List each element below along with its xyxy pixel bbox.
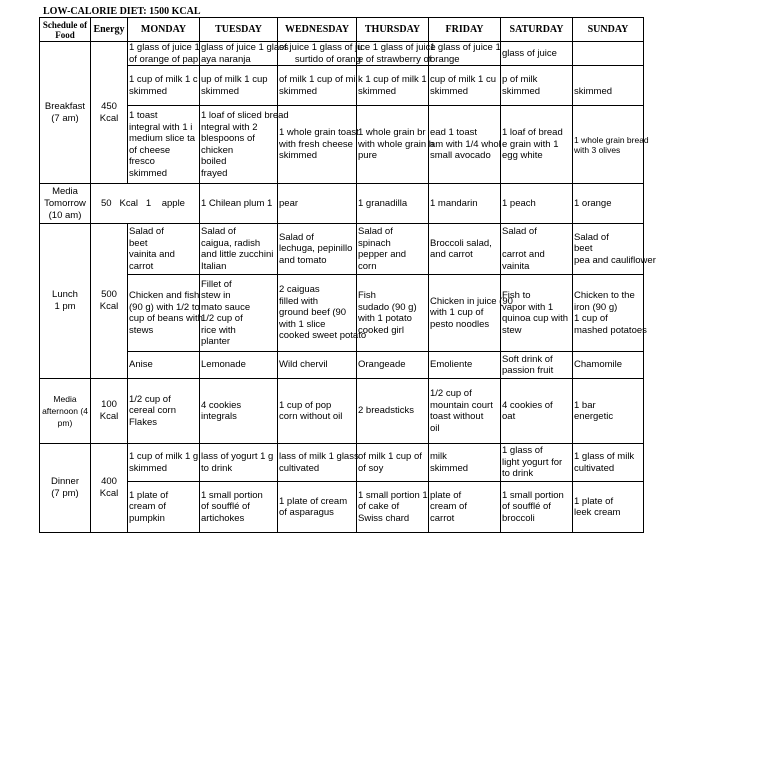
dinner-2-friday: plate of cream of carrot — [429, 482, 501, 533]
breakfast-1-sunday — [573, 42, 644, 66]
lunch-2-friday: Chicken in juice (90 with 1 cup of pesto noodles — [429, 275, 501, 352]
breakfast-row-2 — [40, 66, 644, 106]
lunch-1-wednesday: Salad of lechuga, pepinillo and tomato — [278, 224, 357, 275]
dinner-1-sunday: 1 glass of milk cultivated — [573, 444, 644, 482]
header-monday: MONDAY — [128, 18, 200, 42]
breakfast-1-tuesday: glass of juice 1 glass aya naranja — [201, 42, 289, 65]
dinner-2-tuesday: 1 small portion of soufflé of artichokes — [200, 482, 278, 533]
breakfast-1-saturday: glass of juice — [501, 42, 573, 66]
breakfast-1-monday: 1 glass of juice 1 of orange of pap — [129, 42, 200, 65]
header-tuesday: TUESDAY — [200, 18, 278, 42]
breakfast-1-wednesday: of juice 1 glass of ju surtido of orang — [279, 42, 363, 65]
breakfast-3-friday: ead 1 toast am with 1/4 whol small avocado — [429, 106, 501, 184]
dinner-2-monday: 1 plate of cream of pumpkin — [128, 482, 200, 533]
breakfast-3-saturday: 1 loaf of bread e grain with 1 egg white — [501, 106, 573, 184]
mid-morning-thursday: 1 granadilla — [357, 184, 429, 224]
header-friday: FRIDAY — [429, 18, 501, 42]
afternoon-sunday: 1 bar energetic — [573, 379, 644, 444]
diet-table — [39, 17, 656, 533]
breakfast-1-friday: 1 glass of juice 1 orange — [430, 42, 501, 65]
lunch-3-saturday: Soft drink of passion fruit — [501, 352, 573, 379]
header-row — [40, 18, 644, 42]
breakfast-3-thursday: 1 whole grain br with whole grain h pure — [357, 106, 429, 184]
lunch-2-wednesday: 2 caiguas filled with ground beef (90 with 1 slice cooked sweet potato — [278, 275, 357, 352]
lunch-1-saturday: Salad of carrot and vainita — [501, 224, 573, 275]
breakfast-3-tuesday: 1 loaf of sliced bread ntegral with 2 blespoons of chicken boiled frayed — [200, 106, 278, 184]
dinner-1-tuesday: lass of yogurt 1 g to drink — [200, 444, 278, 482]
lunch-3-friday: Emoliente — [429, 352, 501, 379]
meal-label-dinner: Dinner (7 pm) — [40, 444, 91, 533]
dinner-1-wednesday: lass of milk 1 glass cultivated — [278, 444, 357, 482]
breakfast-2-saturday: p of milk skimmed — [501, 66, 573, 106]
energy-breakfast: 450 Kcal — [91, 42, 128, 184]
dinner-1-friday: milk skimmed — [429, 444, 501, 482]
lunch-3-monday: Anise — [128, 352, 200, 379]
dinner-1-saturday: 1 glass of light yogurt for to drink — [501, 444, 573, 482]
afternoon-tuesday: 4 cookies integrals — [200, 379, 278, 444]
lunch-3-thursday: Orangeade — [357, 352, 429, 379]
lunch-2-monday: Chicken and fish (90 g) with 1/2 to cup of beans with stews — [128, 275, 200, 352]
meal-label-mid-morning: Media Tomorrow (10 am) — [40, 184, 91, 224]
breakfast-2-monday: 1 cup of milk 1 c skimmed — [128, 66, 200, 106]
dinner-2-sunday: 1 plate of leek cream — [573, 482, 644, 533]
afternoon-thursday: 2 breadsticks — [357, 379, 429, 444]
lunch-2-sunday: Chicken to the iron (90 g) 1 cup of mashed potatoes — [573, 275, 644, 352]
mid-morning-wednesday: pear — [278, 184, 357, 224]
header-saturday: SATURDAY — [501, 18, 573, 42]
energy-dinner: 400 Kcal — [91, 444, 128, 533]
lunch-3-sunday: Chamomile — [573, 352, 644, 379]
lunch-1-tuesday: Salad of caigua, radish and little zucchini Italian — [200, 224, 278, 275]
mid-morning-friday: 1 mandarin — [429, 184, 501, 224]
lunch-2-saturday: Fish to vapor with 1 quinoa cup with stew — [501, 275, 573, 352]
header-energy: Energy — [91, 18, 128, 42]
header-sunday: SUNDAY — [573, 18, 644, 42]
afternoon-friday: 1/2 cup of mountain court toast without oil — [429, 379, 501, 444]
dinner-2-thursday: 1 small portion 1 of cake of Swiss chard — [357, 482, 429, 533]
afternoon-saturday: 4 cookies of oat — [501, 379, 573, 444]
breakfast-2-thursday: k 1 cup of milk 1 skimmed — [357, 66, 429, 106]
meal-label-breakfast: Breakfast (7 am) — [40, 42, 91, 184]
dinner-1-monday: 1 cup of milk 1 g skimmed — [128, 444, 200, 482]
header-thursday: THURSDAY — [357, 18, 429, 42]
breakfast-3-monday: 1 toast integral with 1 i medium slice ta of cheese fresco skimmed — [128, 106, 200, 184]
lunch-1-friday: Broccoli salad, and carrot — [429, 224, 501, 275]
breakfast-3-wednesday: 1 whole grain toast with fresh cheese skimmed — [278, 106, 357, 184]
breakfast-2-tuesday: up of milk 1 cup skimmed — [200, 66, 278, 106]
meal-label-afternoon: Media afternoon (4 pm) — [40, 379, 91, 444]
breakfast-3-sunday: 1 whole grain bread with 3 olives — [573, 106, 644, 184]
lunch-1-monday: Salad of beet vainita and carrot — [128, 224, 200, 275]
mid-morning-saturday: 1 peach — [501, 184, 573, 224]
afternoon-row — [40, 379, 644, 444]
lunch-3-wednesday: Wild chervil — [278, 352, 357, 379]
lunch-1-sunday: Salad of beet pea and cauliflower — [573, 224, 644, 275]
dinner-row-2 — [40, 482, 644, 533]
lunch-2-tuesday: Fillet of stew in mato sauce 1/2 cup of rice with planter — [200, 275, 278, 352]
breakfast-row-3 — [40, 106, 644, 184]
breakfast-2-friday: cup of milk 1 cu skimmed — [429, 66, 501, 106]
energy-lunch: 500 Kcal — [91, 224, 128, 379]
header-schedule: Schedule of Food — [40, 18, 91, 42]
lunch-1-thursday: Salad of spinach pepper and corn — [357, 224, 429, 275]
document-title: LOW-CALORIE DIET: 1500 KCAL — [43, 6, 201, 17]
mid-morning-tuesday: 1 Chilean plum 1 — [200, 184, 278, 224]
meal-label-lunch: Lunch 1 pm — [40, 224, 91, 379]
breakfast-2-sunday: skimmed — [573, 66, 644, 106]
mid-morning-row — [40, 184, 644, 224]
dinner-2-saturday: 1 small portion of soufflé of broccoli — [501, 482, 573, 533]
dinner-1-thursday: of milk 1 cup of of soy — [357, 444, 429, 482]
energy-afternoon: 100 Kcal — [91, 379, 128, 444]
breakfast-2-wednesday: of milk 1 cup of mil skimmed — [278, 66, 357, 106]
dinner-row-1 — [40, 444, 644, 482]
lunch-row-2 — [40, 275, 644, 352]
mid-morning-sunday: 1 orange — [573, 184, 644, 224]
afternoon-monday: 1/2 cup of cereal corn Flakes — [128, 379, 200, 444]
energy-mid-morning: 50 Kcal 1 apple — [91, 184, 200, 224]
afternoon-wednesday: 1 cup of pop corn without oil — [278, 379, 357, 444]
header-wednesday: WEDNESDAY — [278, 18, 357, 42]
lunch-row-3 — [40, 352, 644, 379]
breakfast-1-thursday: ice 1 glass of juice e of strawberry of — [358, 42, 436, 65]
lunch-row-1 — [40, 224, 644, 275]
dinner-2-wednesday: 1 plate of cream of asparagus — [278, 482, 357, 533]
lunch-3-tuesday: Lemonade — [200, 352, 278, 379]
lunch-2-thursday: Fish sudado (90 g) with 1 potato cooked girl — [357, 275, 429, 352]
breakfast-row-1 — [40, 42, 644, 66]
